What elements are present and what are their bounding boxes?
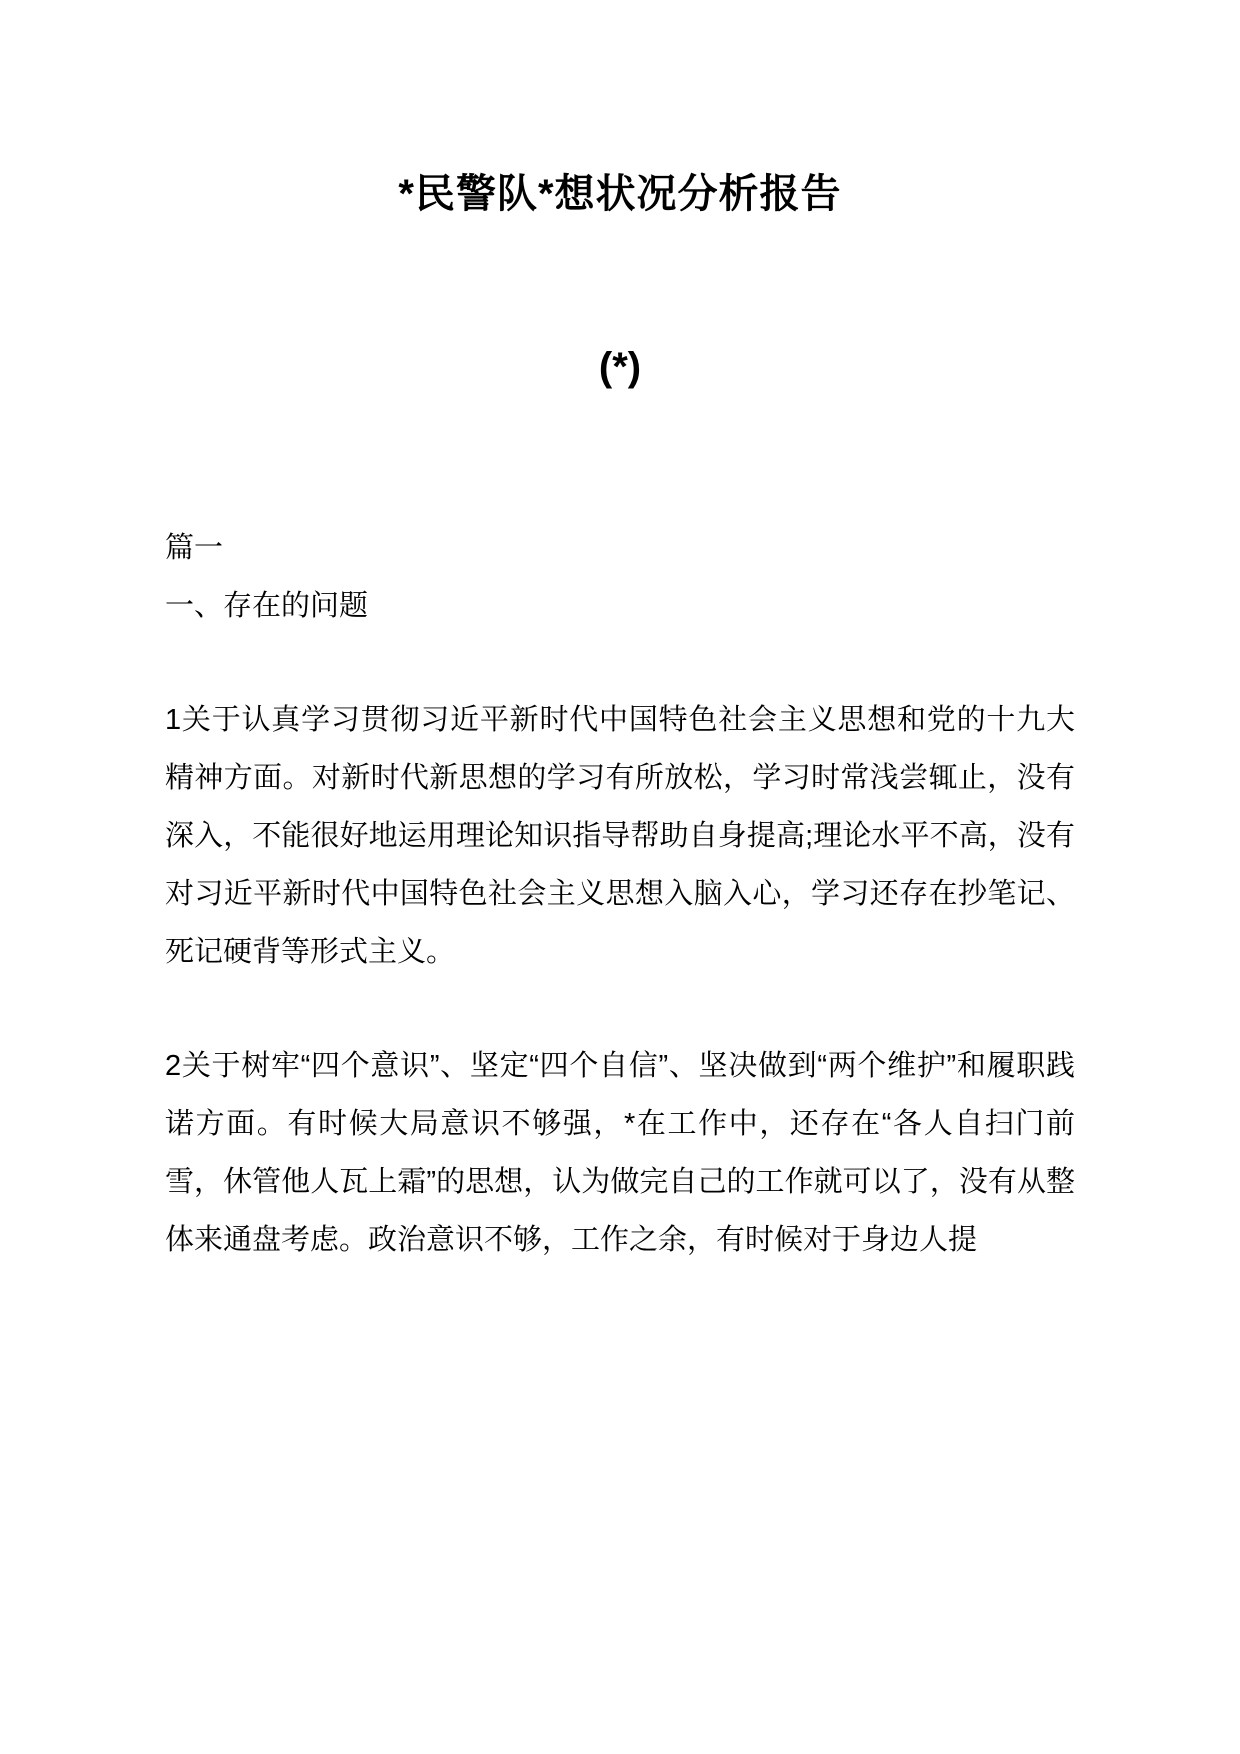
document-subtitle: (*) xyxy=(598,345,642,389)
paragraph-2: 2关于树牢“四个意识”、坚定“四个自信”、坚决做到“两个维护”和履职践诺方面。有时候大局意识不够强，*在工作中，还存在“各人自扫门前雪，休管他人瓦上霜”的思想，认为做完自己的工作就可以了，没有从整体来通盘考虑。政治意识不够，工作之余，有时候对于身边人提 xyxy=(165,1050,1075,1256)
paragraph-1: 1关于认真学习贯彻习近平新时代中国特色社会主义思想和党的十九大精神方面。对新时代新思想的学习有所放松，学习时常浅尝辄止，没有深入，不能很好地运用理论知识指导帮助自身提高;理论水平不高，没有对习近平新时代中国特色社会主义思想入脑入心，学习还存在抄笔记、死记硬背等形式主义。 xyxy=(165,704,1075,968)
document-title: *民警队*想状况分析报告 xyxy=(398,172,842,216)
section-heading-problems: 一、存在的问题 xyxy=(165,590,369,622)
section-label: 篇一 xyxy=(165,532,224,564)
